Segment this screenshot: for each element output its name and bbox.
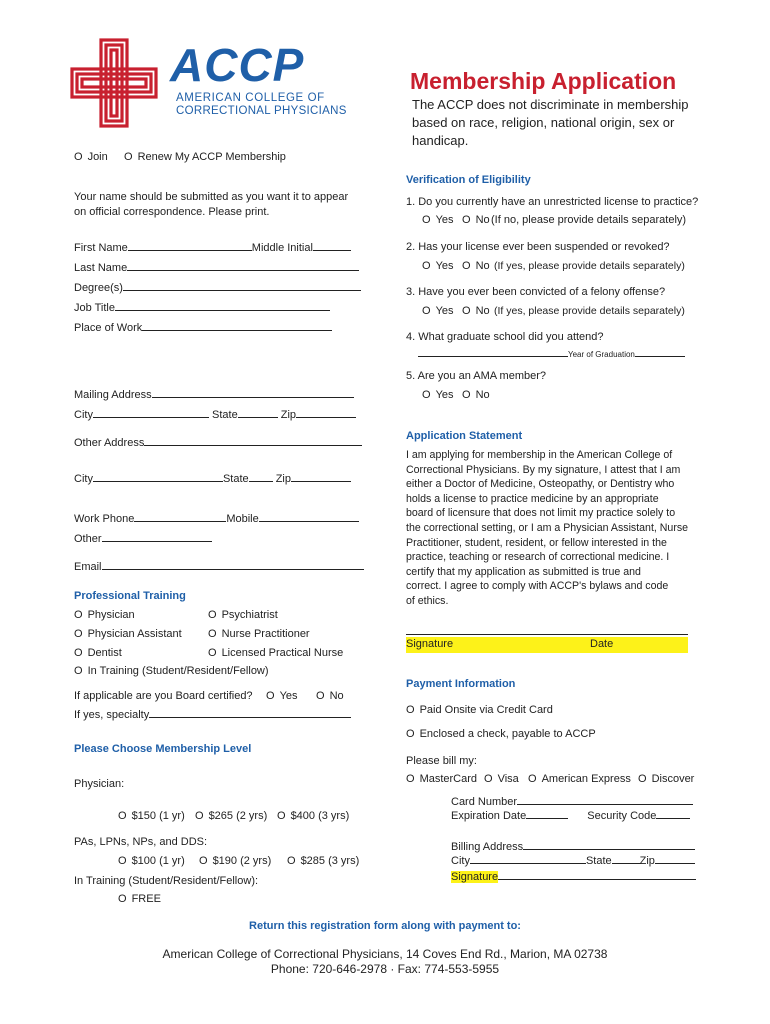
security-code-label: Security Code <box>587 810 657 822</box>
professional-training-heading: Professional Training <box>74 590 186 602</box>
phone-field[interactable] <box>74 510 359 525</box>
statement-line: correct. I agree to comply with ACCP's bylaws and code <box>406 580 669 593</box>
renew-option[interactable]: O Renew My ACCP Membership <box>124 151 286 163</box>
other-address-label: Other Address <box>74 437 145 449</box>
signature-label: Signature <box>406 637 688 653</box>
specialty-label: If yes, specialty <box>74 709 150 721</box>
q1-note: (If no, please provide details separately) <box>491 214 687 226</box>
card-discover[interactable]: O Discover <box>638 773 694 785</box>
place-of-work-label: Place of Work <box>74 322 143 334</box>
first-name-field[interactable] <box>74 239 351 254</box>
zip-label: Zip <box>275 473 291 485</box>
question-4: 4. What graduate school did you attend? <box>406 331 604 343</box>
billing-address-field[interactable] <box>451 838 695 853</box>
please-bill-label: Please bill my: <box>406 755 477 767</box>
allied-2yr[interactable]: O $190 (2 yrs) <box>199 855 271 867</box>
degrees-field[interactable] <box>74 279 361 294</box>
training-nurse-practitioner[interactable]: O Nurse Practitioner <box>208 628 310 640</box>
statement-line: of ethics. <box>406 594 449 607</box>
q2-note: (If yes, please provide details separately) <box>494 260 685 272</box>
graduate-school-field[interactable] <box>418 347 685 359</box>
pay-onsite[interactable]: O Paid Onsite via Credit Card <box>406 704 553 716</box>
name-note-line-2: on official correspondence. Please print. <box>74 206 270 218</box>
q3-note: (If yes, please provide details separately) <box>494 305 685 317</box>
training-psychiatrist[interactable]: O Psychiatrist <box>208 609 278 621</box>
allied-label: PAs, LPNs, NPs, and DDS: <box>74 836 208 848</box>
footer-phone: Phone: 720-646-2978 · Fax: 774-553-5955 <box>270 962 500 976</box>
training-in-training[interactable]: O In Training (Student/Resident/Fellow) <box>74 665 269 677</box>
physician-2yr[interactable]: O $265 (2 yrs) <box>195 810 267 822</box>
mailing-address-label: Mailing Address <box>74 389 152 401</box>
name-note-line-1: Your name should be submitted as you want it to appear <box>74 191 349 203</box>
billing-city-field[interactable] <box>451 852 695 867</box>
q3-no[interactable]: O No <box>462 305 490 317</box>
card-number-label: Card Number <box>451 796 518 808</box>
logo-line2: CORRECTIONAL PHYSICIANS <box>176 105 347 117</box>
city-label: City <box>74 409 93 421</box>
question-2: 2. Has your license ever been suspended or revoked? <box>406 241 670 253</box>
statement-line: either a Doctor of Medicine, Osteopathy, or Dentistry who <box>406 478 675 491</box>
in-training-label: In Training (Student/Resident/Fellow): <box>74 875 259 887</box>
eligibility-heading: Verification of Eligibility <box>406 174 531 186</box>
first-name-label: First Name <box>74 242 128 254</box>
q5-yes[interactable]: O Yes <box>422 389 454 401</box>
q1-no[interactable]: O No <box>462 214 490 226</box>
billing-signature-field[interactable] <box>451 868 696 883</box>
mobile-label: Mobile <box>226 513 259 525</box>
board-yes[interactable]: O Yes <box>266 690 298 702</box>
in-training-free[interactable]: O FREE <box>118 893 161 905</box>
billing-zip-label: Zip <box>639 855 655 867</box>
billing-signature-label: Signature <box>451 871 499 883</box>
state-label: State <box>222 473 249 485</box>
email-field[interactable] <box>74 558 364 573</box>
logo-line1: AMERICAN COLLEGE OF <box>176 92 325 104</box>
pay-check[interactable]: O Enclosed a check, payable to ACCP <box>406 728 596 740</box>
q3-yes[interactable]: O Yes <box>422 305 454 317</box>
q2-no[interactable]: O No <box>462 260 490 272</box>
footer-address: American College of Correctional Physicians, 14 Coves End Rd., Marion, MA 02738 <box>162 947 608 961</box>
statement-line: the correctional setting, or I am a Physician Assistant, Nurse <box>406 521 689 534</box>
job-title-label: Job Title <box>74 302 115 314</box>
last-name-field[interactable] <box>74 259 359 274</box>
city-label: City <box>74 473 93 485</box>
question-3: 3. Have you ever been convicted of a felony offense? <box>406 286 666 298</box>
q2-yes[interactable]: O Yes <box>422 260 454 272</box>
card-amex[interactable]: O American Express <box>528 773 631 785</box>
training-dentist[interactable]: O Dentist <box>74 647 122 659</box>
physician-label: Physician: <box>74 778 125 790</box>
join-option[interactable]: O Join <box>74 151 108 163</box>
zip-label: Zip <box>280 409 297 421</box>
expiration-label: Expiration Date <box>451 810 527 822</box>
signature-line[interactable] <box>406 634 688 635</box>
other-city-state-zip-field[interactable] <box>74 470 351 485</box>
statement-line: practice, teaching or research of correctional medicine. I <box>406 551 670 564</box>
card-number-field[interactable] <box>451 793 693 808</box>
specialty-field[interactable] <box>74 706 351 721</box>
statement-line: board of licensure that does not limit my practice solely to <box>406 507 676 520</box>
statement-line: certify that my application as submitted is true and <box>406 565 641 578</box>
logo-acronym: ACCP <box>170 39 305 91</box>
statement-line: Correctional Physicians. By my signature, I attest that I am <box>406 463 681 476</box>
work-phone-label: Work Phone <box>74 513 135 525</box>
application-statement-heading: Application Statement <box>406 430 523 442</box>
nondiscrimination-line-3: handicap. <box>412 133 469 148</box>
last-name-label: Last Name <box>74 262 128 274</box>
allied-3yr[interactable]: O $285 (3 yrs) <box>287 855 359 867</box>
training-physician-assistant[interactable]: O Physician Assistant <box>74 628 182 640</box>
q5-no[interactable]: O No <box>462 389 490 401</box>
page-title: Membership Application <box>410 68 677 94</box>
physician-3yr[interactable]: O $400 (3 yrs) <box>277 810 349 822</box>
statement-line: Practitioner, student, resident, or fellow interested in the <box>406 536 667 549</box>
expiration-field[interactable] <box>451 807 690 822</box>
date-label: Date <box>590 638 614 650</box>
billing-city-label: City <box>451 855 470 867</box>
physician-1yr[interactable]: O $150 (1 yr) <box>118 810 185 822</box>
middle-initial-label: Middle Initial <box>251 242 313 254</box>
year-of-graduation-label: Year of Graduation <box>568 350 635 359</box>
statement-line: holds a license to practice medicine by an appropriate <box>406 492 659 505</box>
mailing-address-field[interactable] <box>74 386 354 401</box>
nondiscrimination-line-1: The ACCP does not discriminate in membership <box>412 97 689 112</box>
billing-state-label: State <box>585 855 612 867</box>
accp-logo-wordmark <box>170 39 350 118</box>
other-address-field[interactable] <box>74 434 362 449</box>
other-phone-field[interactable] <box>74 530 212 545</box>
training-lpn[interactable]: O Licensed Practical Nurse <box>208 647 343 659</box>
q1-yes[interactable]: O Yes <box>422 214 454 226</box>
question-1: 1. Do you currently have an unrestricted license to practice? <box>406 196 699 208</box>
degrees-label: Degree(s) <box>74 282 123 294</box>
board-certified-question: If applicable are you Board certified? <box>74 690 253 702</box>
training-physician[interactable]: O Physician <box>74 609 135 621</box>
card-mastercard[interactable]: O MasterCard <box>406 773 477 785</box>
question-5: 5. Are you an AMA member? <box>406 370 547 382</box>
email-label: Email <box>74 561 102 573</box>
job-title-field[interactable] <box>74 299 330 314</box>
nondiscrimination-line-2: based on race, religion, national origin, sex or <box>412 115 675 130</box>
board-no[interactable]: O No <box>316 690 344 702</box>
card-visa[interactable]: O Visa <box>484 773 519 785</box>
billing-address-label: Billing Address <box>451 841 524 853</box>
statement-line: I am applying for membership in the American College of <box>406 449 673 461</box>
state-label: State <box>212 409 238 421</box>
city-state-zip-field[interactable] <box>74 406 356 421</box>
payment-heading: Payment Information <box>406 678 516 690</box>
application-statement <box>406 448 706 609</box>
return-instruction: Return this registration form along with payment to: <box>249 920 521 932</box>
membership-level-heading: Please Choose Membership Level <box>74 743 252 755</box>
allied-1yr[interactable]: O $100 (1 yr) <box>118 855 185 867</box>
accp-logo-cross-icon <box>70 38 158 128</box>
other-label: Other <box>74 533 102 545</box>
place-of-work-field[interactable] <box>74 319 332 334</box>
